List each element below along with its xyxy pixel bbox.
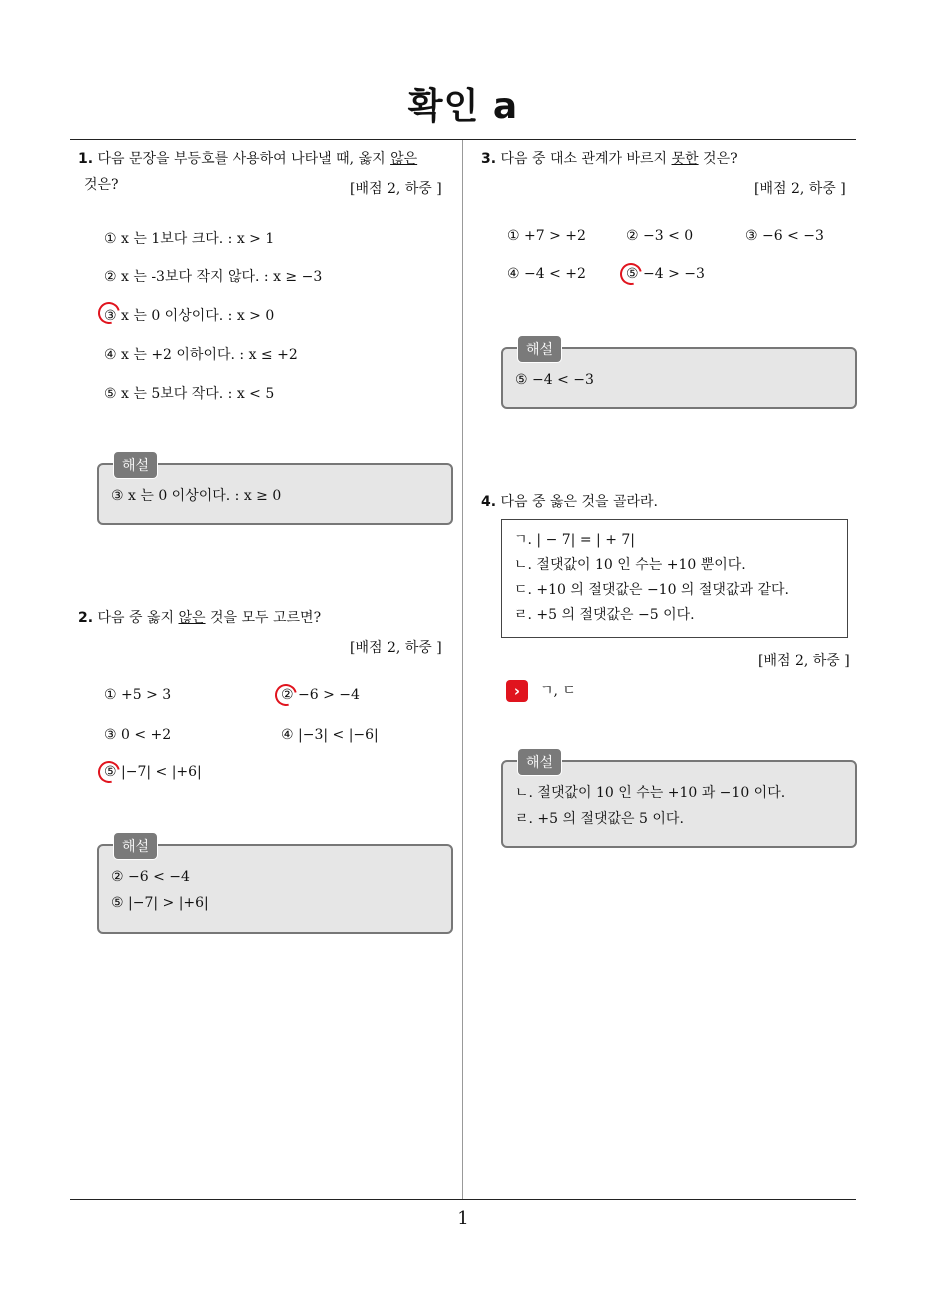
question-underline: 못한 bbox=[671, 151, 699, 167]
question-text: 것을 모두 고르면? bbox=[205, 610, 322, 626]
solution-label: 해설 bbox=[517, 335, 562, 363]
option-4: ④ −4 < +2 bbox=[507, 266, 586, 282]
bogi-box bbox=[501, 519, 848, 638]
column-divider bbox=[462, 140, 463, 1200]
answer-text: ㄱ, ㄷ bbox=[540, 683, 576, 699]
question-number: 4. bbox=[481, 494, 497, 510]
solution-label: 해설 bbox=[517, 748, 562, 776]
question-text: 다음 중 대소 관계가 바르지 bbox=[500, 151, 672, 167]
solution-line: ㄹ. +5 의 절댓값은 5 이다. bbox=[515, 811, 684, 827]
option-3: ③ −6 < −3 bbox=[745, 228, 824, 244]
solution-line: ㄴ. 절댓값이 10 인 수는 +10 과 −10 이다. bbox=[515, 785, 786, 801]
question-underline: 않은 bbox=[390, 151, 418, 167]
option-2: ② −3 < 0 bbox=[626, 228, 694, 244]
option-1: ① x 는 1보다 크다. : x > 1 bbox=[104, 231, 275, 247]
question-3 bbox=[481, 146, 738, 172]
option-1: ① +7 > +2 bbox=[507, 228, 586, 244]
score-label: [배점 2, 하중 ] bbox=[350, 181, 442, 197]
solution-line: ⑤ |−7| > |+6| bbox=[111, 895, 209, 911]
question-underline: 않은 bbox=[178, 610, 206, 626]
bogi-item: ㄹ. +5 의 절댓값은 −5 이다. bbox=[514, 607, 695, 623]
question-number: 2. bbox=[78, 610, 94, 626]
solution-box bbox=[501, 342, 857, 409]
solution-text bbox=[111, 864, 209, 916]
answer-mark-icon bbox=[616, 259, 646, 289]
score-label: [배점 2, 하중 ] bbox=[758, 653, 850, 669]
bogi-item: ㄷ. +10 의 절댓값은 −10 의 절댓값과 같다. bbox=[514, 582, 789, 598]
option-3: ③ x 는 0 이상이다. : x > 0 bbox=[104, 308, 275, 324]
solution-line: ② −6 < −4 bbox=[111, 869, 190, 885]
solution-box bbox=[97, 458, 453, 525]
question-1 bbox=[78, 146, 458, 172]
solution-box bbox=[97, 839, 453, 934]
option-4: ④ |−3| < |−6| bbox=[281, 727, 379, 743]
solution-box bbox=[501, 755, 857, 848]
option-5: ⑤ −4 > −3 bbox=[626, 266, 705, 282]
page-title: 확인 a bbox=[407, 86, 519, 127]
option-3: ③ 0 < +2 bbox=[104, 727, 172, 743]
option-5: ⑤ |−7| < |+6| bbox=[104, 764, 202, 780]
solution-label: 해설 bbox=[113, 832, 158, 860]
answer-mark-icon bbox=[94, 757, 124, 787]
question-text: 다음 중 옳은 것을 골라라. bbox=[500, 494, 659, 510]
solution-text: ③ x 는 0 이상이다. : x ≥ 0 bbox=[111, 488, 282, 504]
solution-label: 해설 bbox=[113, 451, 158, 479]
question-1-line2: 것은? bbox=[84, 177, 119, 193]
solution-text bbox=[515, 780, 785, 832]
header-rule bbox=[70, 139, 856, 140]
bogi-item: ㄱ. | − 7| = | + 7| bbox=[514, 532, 635, 548]
solution-text: ⑤ −4 < −3 bbox=[515, 372, 594, 388]
page-number: 1 bbox=[457, 1208, 469, 1229]
option-2: ② x 는 -3보다 작지 않다. : x ≥ −3 bbox=[104, 269, 323, 285]
answer-mark-icon bbox=[271, 680, 301, 710]
option-2: ② −6 > −4 bbox=[281, 687, 360, 703]
question-text: 다음 문장을 부등호를 사용하여 나타낼 때, 옳지 bbox=[97, 151, 391, 167]
option-5: ⑤ x 는 5보다 작다. : x < 5 bbox=[104, 386, 275, 402]
question-number: 1. bbox=[78, 151, 94, 167]
bogi-item: ㄴ. 절댓값이 10 인 수는 +10 뿐이다. bbox=[514, 557, 746, 573]
option-4: ④ x 는 +2 이하이다. : x ≤ +2 bbox=[104, 347, 298, 363]
question-2 bbox=[78, 605, 321, 631]
question-number: 3. bbox=[481, 151, 497, 167]
score-label: [배점 2, 하중 ] bbox=[754, 181, 846, 197]
answer-arrow-icon: › bbox=[506, 680, 528, 702]
question-text: 다음 중 옳지 bbox=[97, 610, 179, 626]
option-1: ① +5 > 3 bbox=[104, 687, 172, 703]
question-text: 것은? bbox=[698, 151, 738, 167]
score-label: [배점 2, 하중 ] bbox=[350, 640, 442, 656]
footer-rule bbox=[70, 1199, 856, 1200]
question-4 bbox=[481, 489, 658, 515]
